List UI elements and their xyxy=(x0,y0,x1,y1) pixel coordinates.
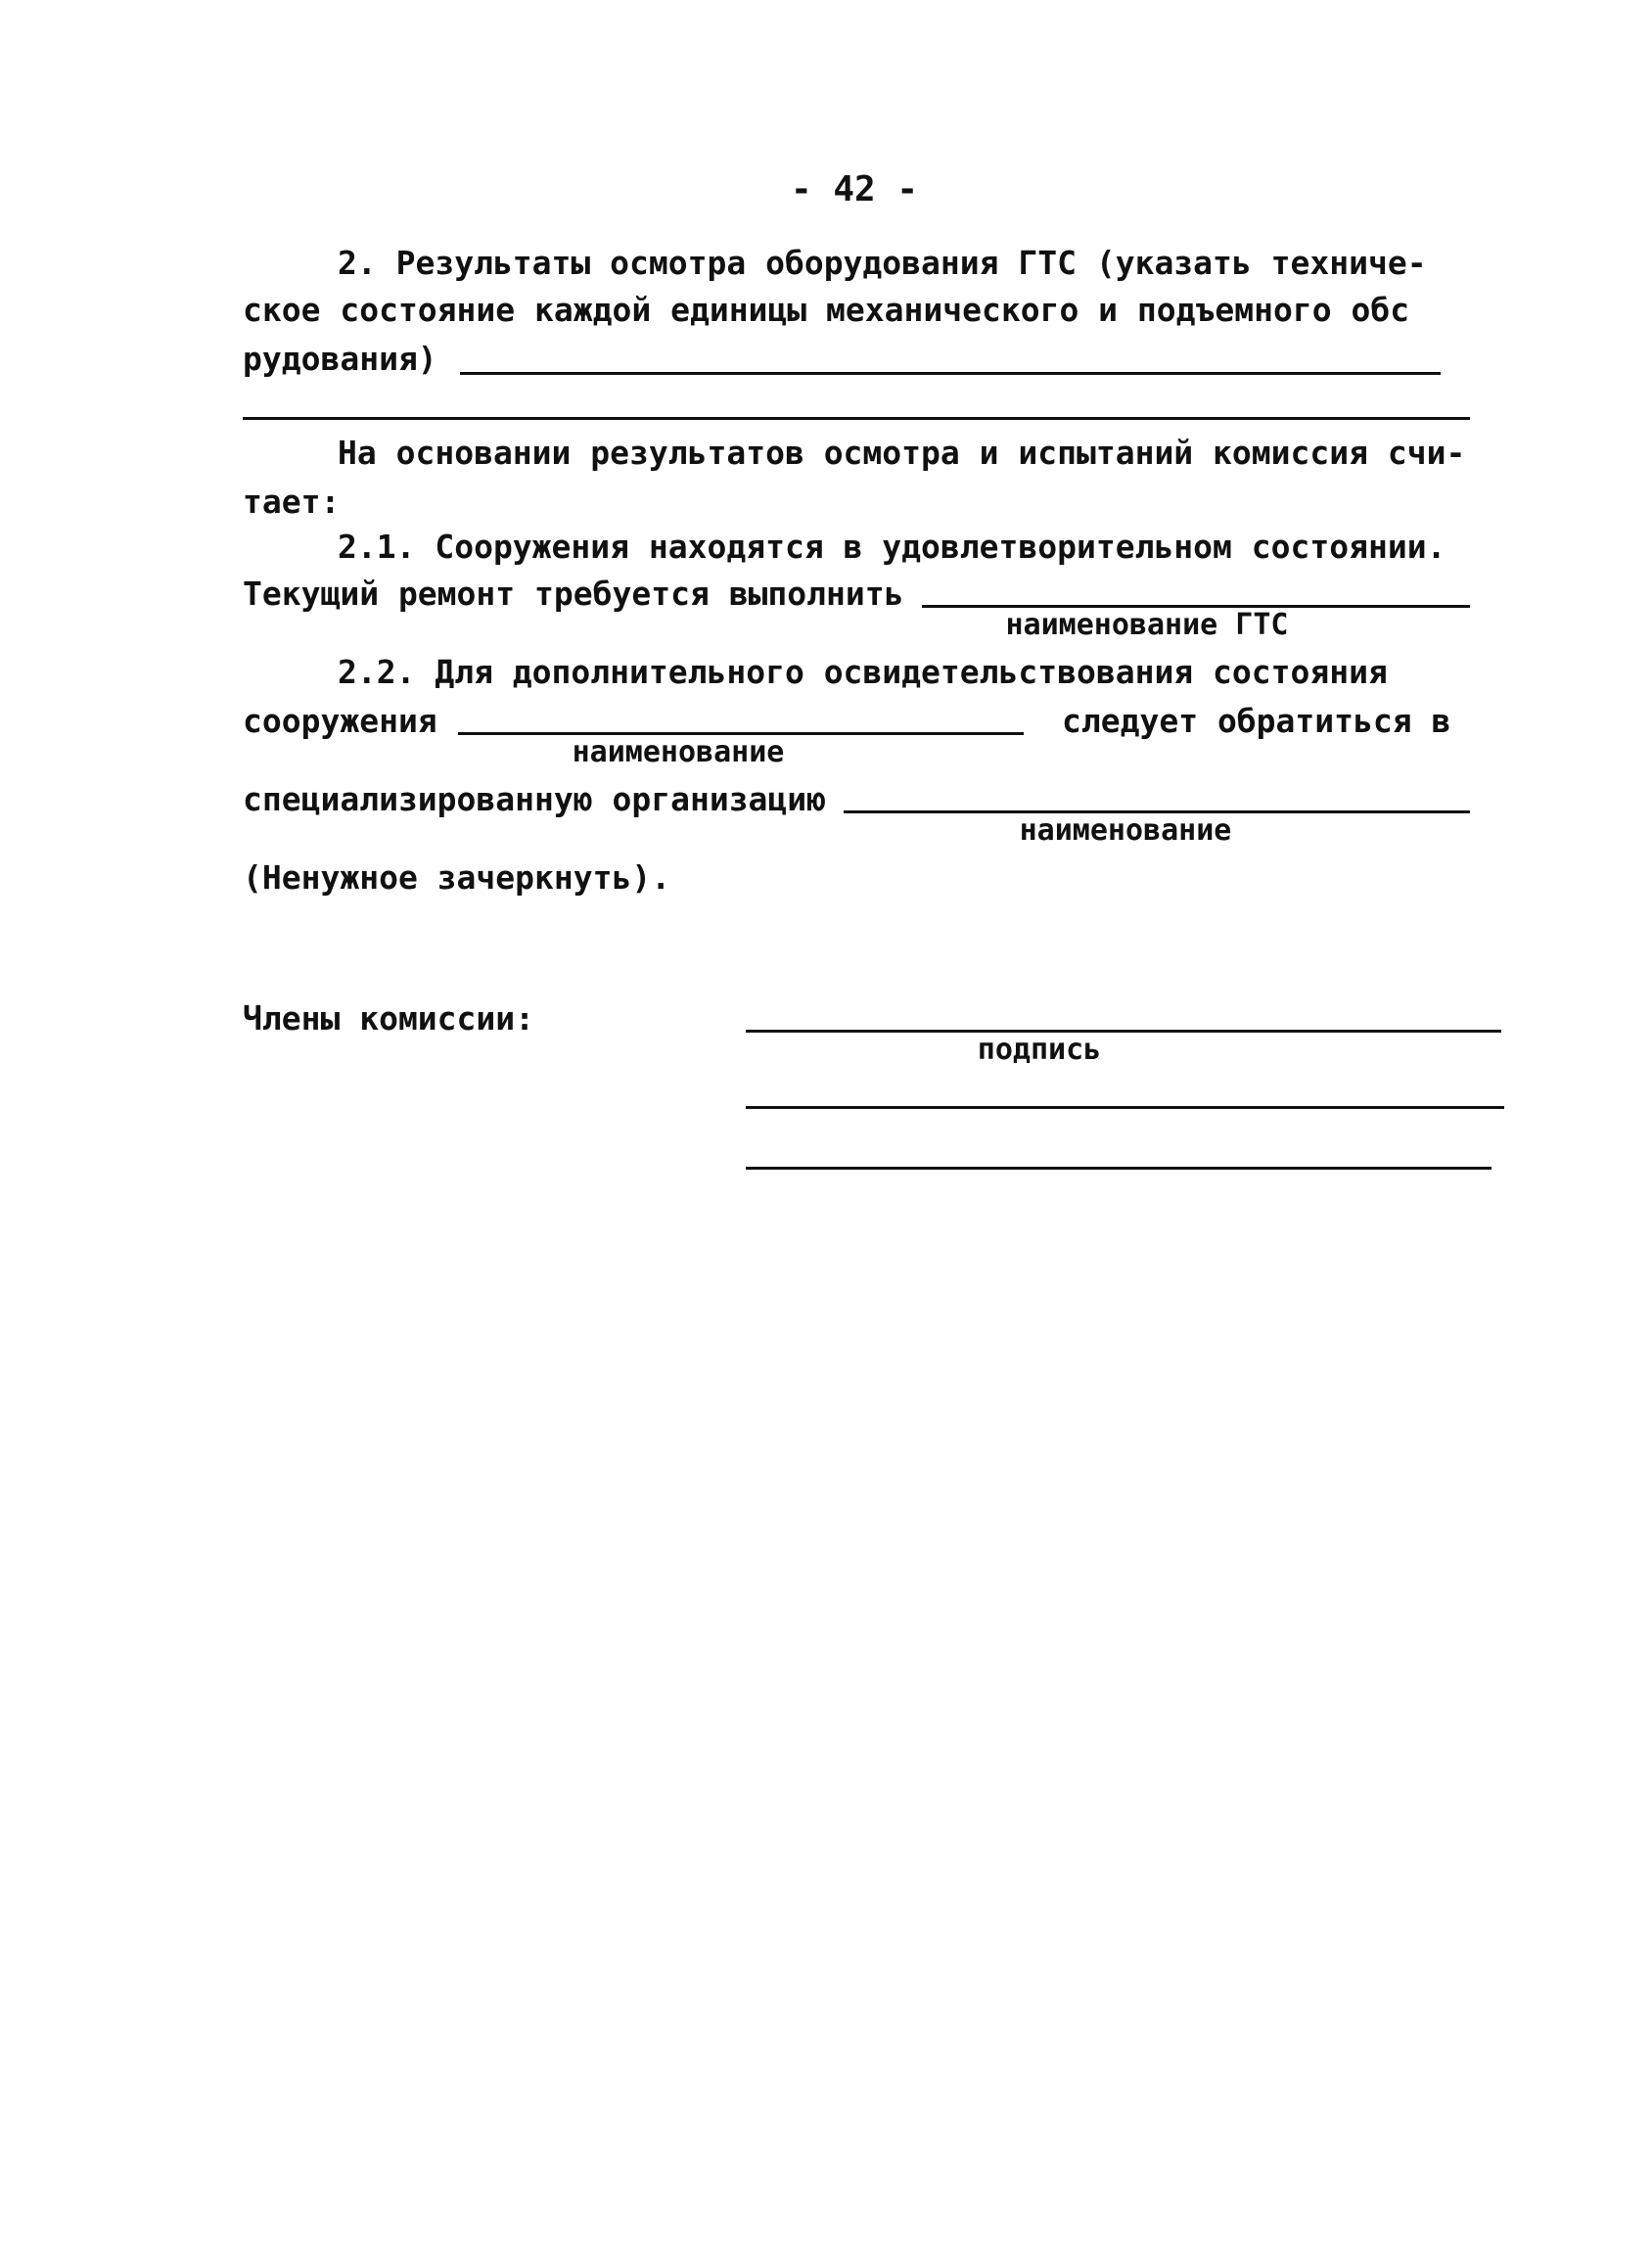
conclusion-line1: На основании результатов осмотра и испытаний комиссия счи- xyxy=(338,434,1466,472)
item21-line1: 2.1. Сооружения находятся в удовлетворительном состоянии. xyxy=(338,528,1446,566)
item22-caption-org: наименование xyxy=(1019,813,1232,848)
item22-label-structure: сооружения xyxy=(243,702,437,740)
signature-caption: подпись xyxy=(977,1033,1102,1067)
strike-out-note: (Ненужное зачеркнуть). xyxy=(243,858,671,897)
section2-line1: 2. Результаты осмотра оборудования ГТС (указать техниче- xyxy=(338,244,1427,282)
item22-caption-structure: наименование xyxy=(572,735,785,769)
item22-label-apply: следует обратиться в xyxy=(1062,702,1451,740)
signature-line-3 xyxy=(746,1167,1491,1170)
signature-line-2 xyxy=(746,1106,1504,1109)
section2-line2: ское состояние каждой единицы механического и подъемного обс xyxy=(243,291,1410,329)
equipment-state-blank-line-2 xyxy=(243,417,1470,420)
item21-line2: Текущий ремонт требуется выполнить xyxy=(243,575,904,613)
signature-line-1 xyxy=(746,1030,1501,1033)
item22-label-org: специализированную организацию xyxy=(243,780,827,818)
page-number: - 42 - xyxy=(791,169,919,209)
section2-line3: рудования) xyxy=(243,340,437,378)
conclusion-line2: тает: xyxy=(243,483,341,521)
item22-line1: 2.2. Для дополнительного освидетельствования состояния xyxy=(338,653,1388,691)
commission-members-label: Члены комиссии: xyxy=(243,999,535,1038)
item21-caption: наименование ГТС xyxy=(1005,608,1289,642)
equipment-state-blank-line xyxy=(460,372,1441,375)
